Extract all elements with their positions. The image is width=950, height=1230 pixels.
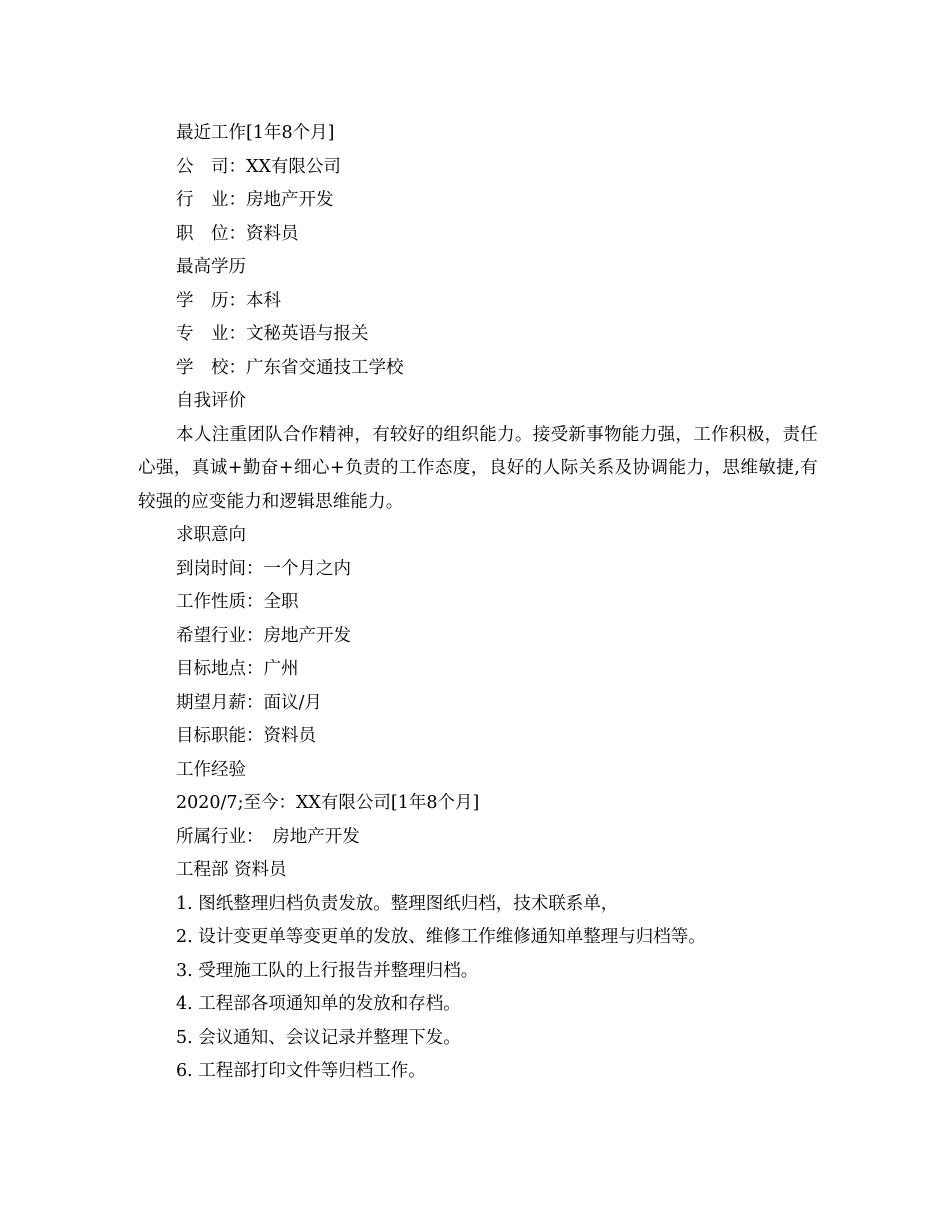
- self-evaluation-heading: 自我评价: [176, 391, 246, 411]
- education-section: [138, 251, 818, 385]
- work-experience-industry: 所属行业： 房地产开发: [176, 826, 360, 847]
- job-intention-target-location: 目标地点：广州: [176, 659, 299, 679]
- job-intention-job-type: 工作性质：全职: [176, 592, 299, 612]
- recent-work-industry: 行 业：房地产开发: [176, 190, 334, 210]
- education-degree: 学 历：本科: [176, 290, 281, 311]
- self-evaluation-text: 本人注重团队合作精神，有较好的组织能力。接受新事物能力强，工作积极，责任心强，真诚+勤奋+细心+负责的工作态度，良好的人际关系及协调能力，思维敏捷,有较强的应变能力和逻辑思维能力。: [138, 424, 818, 512]
- education-heading: 最高学历: [176, 257, 246, 277]
- duty-item: 5. 会议通知、会议记录并整理下发。: [176, 1027, 461, 1048]
- recent-work-section: [138, 117, 818, 251]
- job-intention-expected-salary: 期望月薪：面议/月: [176, 692, 322, 713]
- education-major: 专 业：文秘英语与报关: [176, 324, 369, 344]
- duty-item: 6. 工程部打印文件等归档工作。: [176, 1061, 426, 1081]
- job-intention-heading: 求职意向: [176, 525, 246, 545]
- job-intention-target-function: 目标职能：资料员: [176, 726, 316, 746]
- work-experience-period: 2020/7;至今：XX有限公司[1年8个月]: [176, 793, 480, 813]
- job-intention-arrival-time: 到岗时间：一个月之内: [176, 558, 351, 579]
- duty-item: 3. 受理施工队的上行报告并整理归档。: [176, 960, 479, 981]
- recent-work-position: 职 位：资料员: [176, 223, 299, 244]
- self-evaluation-section: [138, 385, 818, 519]
- job-intention-section: [138, 519, 818, 754]
- work-experience-heading: 工作经验: [176, 759, 246, 780]
- duty-item: 2. 设计变更单等变更单的发放、维修工作维修通知单整理与归档等。: [176, 927, 706, 947]
- duty-item: 4. 工程部各项通知单的发放和存档。: [176, 994, 461, 1014]
- job-intention-desired-industry: 希望行业：房地产开发: [176, 625, 351, 646]
- work-experience-section: [138, 754, 818, 1089]
- resume-body: [138, 117, 818, 1089]
- education-school: 学 校：广东省交通技工学校: [176, 357, 404, 378]
- duty-item: 1. 图纸整理归档负责发放。整理图纸归档，技术联系单，: [176, 893, 619, 914]
- work-experience-department: 工程部 资料员: [176, 860, 287, 880]
- recent-work-company: 公 司：XX有限公司: [176, 156, 341, 177]
- recent-work-heading: 最近工作[1年8个月]: [176, 123, 335, 143]
